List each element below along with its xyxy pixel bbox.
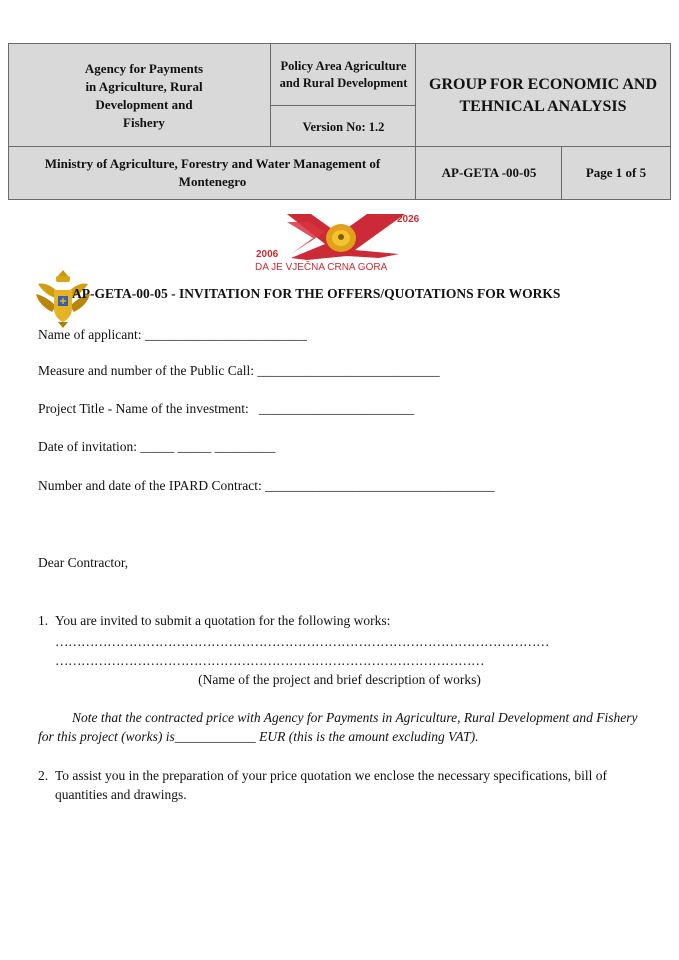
policy-area: Policy Area Agriculture and Rural Development	[279, 59, 408, 90]
version-number: Version No: 1.2	[302, 119, 385, 134]
logo-year-end: 2026	[397, 214, 420, 225]
invitation-date-field: Date of invitation: _____ _____ _________	[38, 439, 276, 454]
project-title-field: Project Title - Name of the investment: _______________________	[38, 401, 415, 416]
document-code-cell	[415, 146, 563, 200]
description-dotted-line-2: ………………………………………………………………………………………	[55, 653, 484, 668]
group-name: GROUP FOR ECONOMIC AND TEHNICAL ANALYSIS	[429, 75, 657, 115]
group-cell	[415, 43, 671, 148]
ministry-cell	[8, 146, 417, 200]
ipard-contract-field: Number and date of the IPARD Contract: __________________________________	[38, 478, 495, 493]
agency-name: Agency for Payments in Agriculture, Rural Development and Fishery	[84, 60, 204, 130]
logo-slogan: DA JE VJEČNA CRNA GORA	[255, 262, 388, 273]
document-header-table	[8, 43, 671, 200]
item-2-number: 2.	[38, 768, 49, 783]
public-call-field: Measure and number of the Public Call: ___________________________	[38, 363, 440, 378]
contract-price-note: Note that the contracted price with Agency for Payments in Agriculture, Rural Development and Fishery for this project (works) is____________ EUR (this is the amount excluding VAT).	[38, 710, 638, 744]
logo-year-start: 2006	[256, 249, 279, 260]
description-dotted-line-1: ……………………………………………………………………………………………………	[55, 634, 549, 649]
document-code: AP-GETA -00-05	[441, 165, 537, 180]
version-cell	[270, 105, 417, 148]
description-caption: (Name of the project and brief description of works)	[198, 672, 481, 687]
ministry-name: Ministry of Agriculture, Forestry and Water Management of Montenegro	[44, 156, 381, 189]
applicant-name-field: Name of applicant: ________________________	[38, 327, 307, 342]
agency-cell	[8, 43, 272, 148]
item-2-text: To assist you in the preparation of your price quotation we enclose the necessary specifications, bill of quantities and drawings.	[55, 768, 608, 802]
page-number-cell	[561, 146, 671, 200]
anniversary-logo	[251, 210, 427, 276]
policy-area-cell	[270, 43, 417, 107]
item-1-text: You are invited to submit a quotation for the following works:	[55, 613, 391, 628]
page-number: Page 1 of 5	[585, 165, 647, 180]
item-1-number: 1.	[38, 613, 49, 628]
anniversary-emblem-icon	[251, 210, 427, 276]
document-title: AP-GETA-00-05 - INVITATION FOR THE OFFERS/QUOTATIONS FOR WORKS	[72, 286, 561, 301]
greeting: Dear Contractor,	[38, 555, 129, 570]
